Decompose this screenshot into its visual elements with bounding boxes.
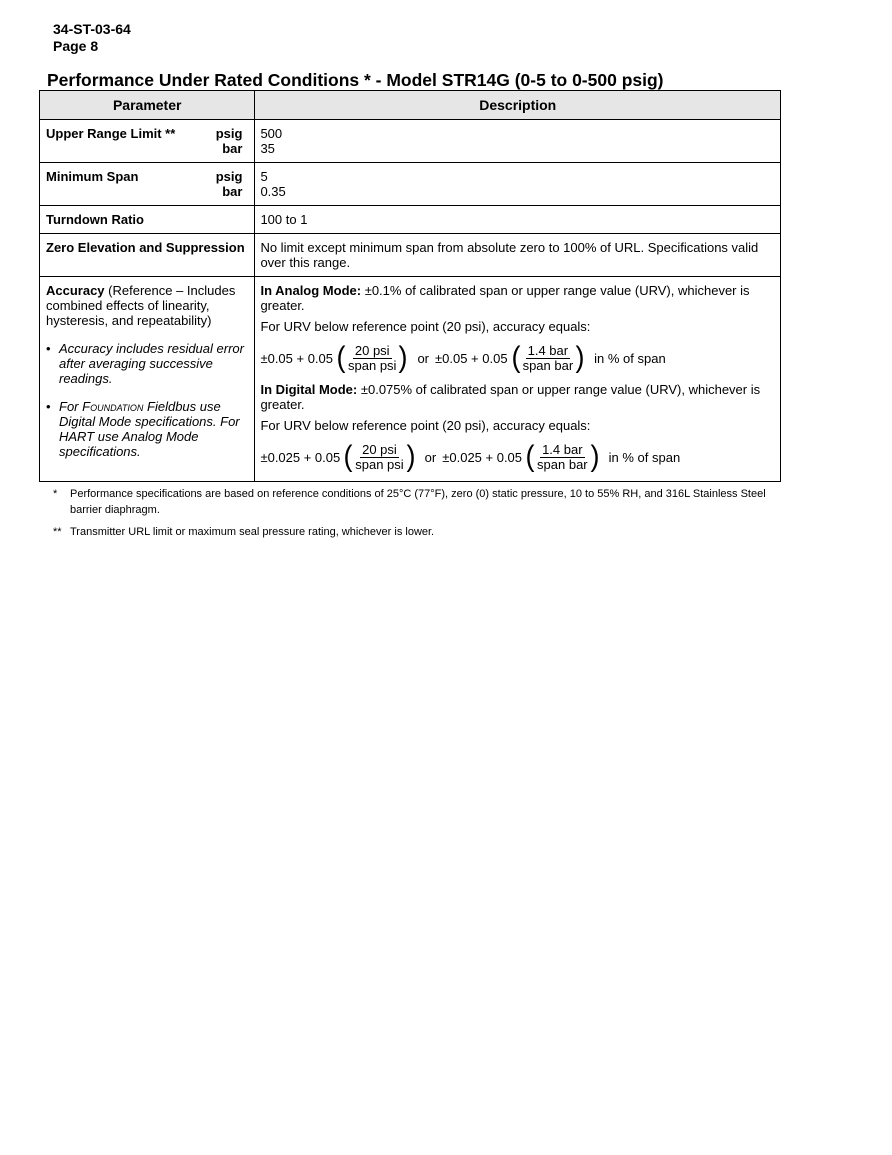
footnote [53,486,773,518]
formula-suffix: in % of span [608,449,681,465]
list-item [46,341,248,386]
formula-term: ±0.05 + 0.05 [260,350,334,366]
value-bar: 35 [260,141,275,156]
footnote-mark: ** [53,526,62,538]
digital-below-text: For URV below reference point (20 psi), accuracy equals: [260,418,591,433]
fraction-denominator: span bar [537,456,588,472]
fraction-denominator: span psi [348,357,397,373]
formula-term: ±0.05 + 0.05 [435,350,508,366]
formula-term: ±0.025 + 0.05 [442,449,523,465]
analog-mode-label: In Analog Mode: [260,283,362,298]
param-zero-elevation: Zero Elevation and Suppression [40,234,255,277]
accuracy-label-bold: Accuracy [46,283,105,298]
unit-psig: psig [215,169,243,184]
performance-table [39,90,781,482]
param-label: Minimum Span [46,169,139,184]
param-turndown: Turndown Ratio [40,206,255,234]
desc-zero-elevation: No limit except minimum span from absolute zero to 100% of URL. Specifications valid over this range. [255,234,781,277]
digital-formula [260,439,774,475]
list-item [46,399,248,459]
value-psig: 500 [260,126,283,141]
formula-term: ±0.025 + 0.05 [260,449,341,465]
param-label: Upper Range Limit ** [46,126,176,141]
unit-bar: bar [222,141,243,156]
accuracy-label [46,283,248,328]
accuracy-label-rest: (Reference – Includes combined effects of linearity, hysteresis, and repeatability) [46,283,236,328]
unit-psig: psig [215,126,243,141]
table-row [40,120,781,163]
param-upper-range [40,120,255,163]
footnote-text: Performance specifications are based on reference conditions of 25°C (77°F), zero (0) static pressure, 10 to 55% RH, and 316L Stainless Steel barrier diaphragm. [70,488,766,516]
digital-mode-spec: ±0.075% of calibrated span or upper range value (URV), whichever is greater. [260,382,761,412]
table-row [40,277,781,482]
fraction-psi: ( $\frac{\text{20 psi}}{\text{span psi}}$ ) [343,440,416,473]
footnote-mark: * [53,488,58,500]
bullet: • [46,341,51,356]
accuracy-note-text: Fieldbus use Digital Mode specifications. For HART use Analog Mode specifications. [59,399,240,459]
fraction-denominator: span psi [355,456,404,472]
page-number: Page 8 [53,38,99,54]
footnote-text: Transmitter URL limit or maximum seal pressure rating, whichever is lower. [70,526,435,538]
accuracy-notes [46,341,248,459]
foundation-text: Foundation [82,399,144,414]
footnote [53,524,773,540]
digital-mode-label: In Digital Mode: [260,382,358,397]
desc-min-span [255,163,781,206]
fraction-numerator: 20 psi [362,441,397,457]
formula-suffix: in % of span [594,350,666,366]
table-title: Performance Under Rated Conditions * - Model STR14G (0-5 to 0-500 psig) [47,70,664,90]
fraction-numerator: 1.4 bar [542,441,583,457]
table-row [40,206,781,234]
fraction-psi: ( $\frac{\text{20 psi}}{\text{span psi}}$ ) [336,341,408,374]
desc-upper-range [255,120,781,163]
desc-accuracy [255,277,781,482]
header-parameter: Parameter [40,91,255,120]
table-row [40,234,781,277]
footnotes [53,486,773,546]
bullet: • [46,399,51,414]
table-row [40,163,781,206]
table-header-row [40,91,781,120]
unit-bar: bar [222,184,243,199]
accuracy-note-text: Accuracy includes residual error after averaging successive readings. [59,341,244,386]
desc-turndown: 100 to 1 [255,206,781,234]
formula-or: or [424,449,437,465]
fraction-bar: ( $\frac{\text{1.4 bar}}{\text{span bar}}$ ) [511,341,585,374]
param-min-span [40,163,255,206]
formula-or: or [417,350,429,366]
value-bar: 0.35 [260,184,286,199]
fraction-numerator: 20 psi [354,342,390,358]
value-psig: 5 [260,169,268,184]
analog-mode-spec: ±0.1% of calibrated span or upper range value (URV), whichever is greater. [260,283,750,313]
fraction-numerator: 1.4 bar [527,342,569,358]
header-description: Description [255,91,781,120]
analog-formula [260,340,774,376]
document-number: 34-ST-03-64 [53,21,131,37]
param-accuracy [40,277,255,482]
digital-mode-text [260,382,774,412]
fraction-denominator: span bar [522,357,574,373]
analog-mode-text [260,283,774,313]
analog-below-text: For URV below reference point (20 psi), accuracy equals: [260,319,591,334]
fraction-bar: ( $\frac{\text{1.4 bar}}{\text{span bar}}$ ) [525,440,600,473]
accuracy-note-text: For [59,399,83,414]
document-header [53,21,131,55]
